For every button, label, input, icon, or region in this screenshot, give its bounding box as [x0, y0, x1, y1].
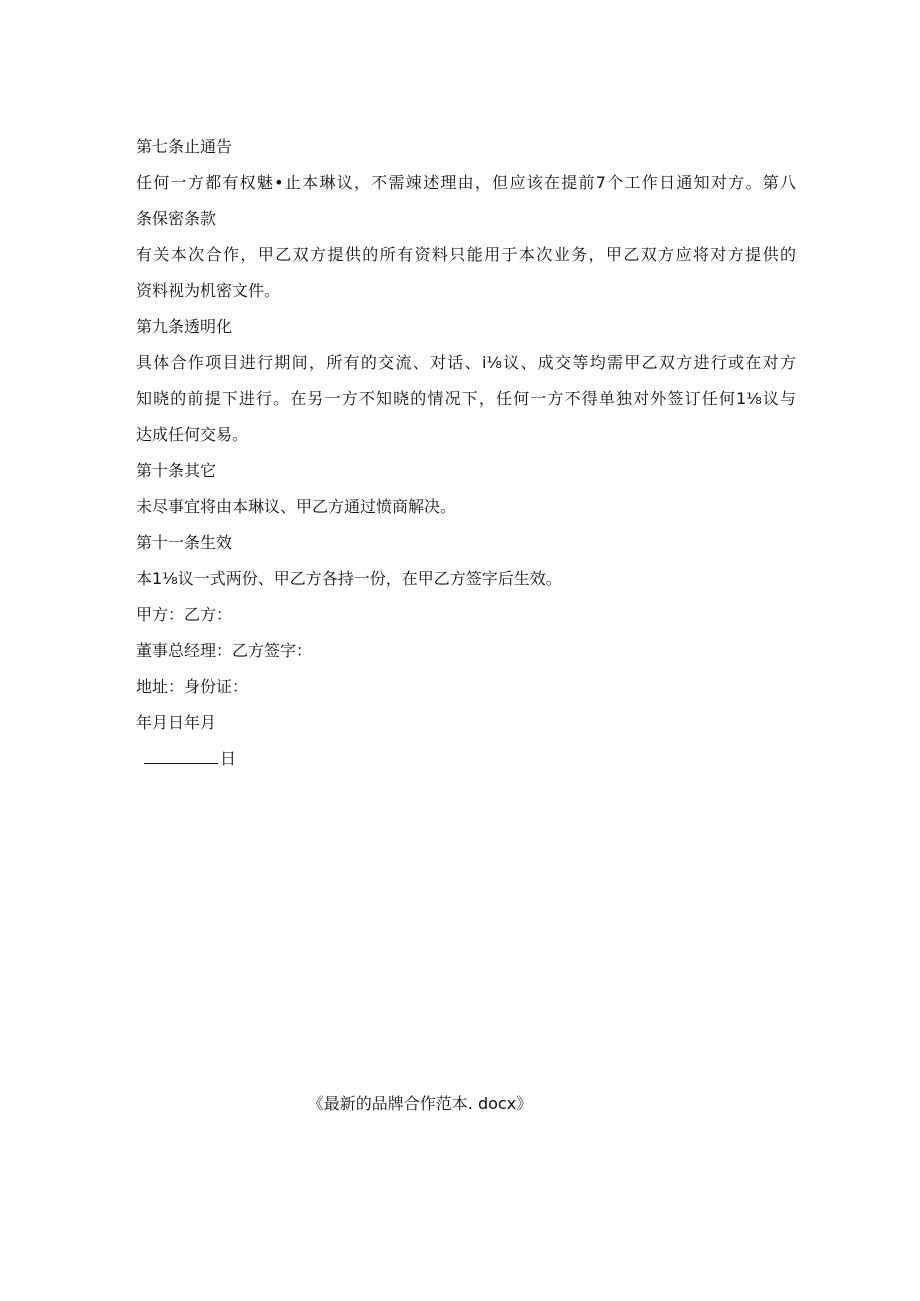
article-9-heading: 第九条透明化	[136, 317, 233, 336]
article-7-text: 任何一方都有权魅•止本琳议，不需竦述理由，但应该在提前7个工作日通知对方。第八	[136, 173, 796, 192]
article-8-heading: 条保密条款	[136, 209, 217, 228]
party-labels: 甲方：乙方：	[136, 605, 233, 624]
article-9-text-line-3: 达成任何交易。	[136, 425, 249, 444]
day-label: 日	[220, 749, 237, 768]
signature-blank-line	[144, 749, 218, 764]
document-body	[136, 137, 796, 785]
article-10-heading: 第十条其它	[136, 461, 217, 480]
document-filename-footer: 《最新的品牌合作范本. docx》	[307, 1094, 533, 1113]
article-7-heading: 第七条止通告	[136, 137, 233, 156]
date-labels: 年月日年月	[136, 713, 217, 732]
article-10-text: 未尽事宜将由本琳议、甲乙方通过愤商解决。	[136, 497, 457, 516]
article-11-heading: 第十一条生效	[136, 533, 233, 552]
article-8-text-line-1: 有关本次合作，甲乙双方提供的所有资料只能用于本次业务，甲乙双方应将对方提供的	[136, 245, 796, 264]
article-11-text: 本1⅛议一式两份、甲乙方各持一份，在甲乙方签字后生效。	[136, 569, 562, 588]
article-9-text-line-2: 知晓的前提下进行。在另一方不知晓的情况下，任何一方不得单独对外签订任何1⅛议与	[136, 389, 796, 408]
article-8-text-line-2: 资料视为机密文件。	[136, 281, 281, 300]
article-9-text-line-1: 具体合作项目进行期间，所有的交流、对话、i⅛议、成交等均需甲乙双方进行或在对方	[136, 353, 796, 372]
address-id-labels: 地址：身份证：	[136, 677, 249, 696]
signatory-labels: 董事总经理：乙方签字：	[136, 641, 313, 660]
date-day-line	[136, 749, 796, 769]
